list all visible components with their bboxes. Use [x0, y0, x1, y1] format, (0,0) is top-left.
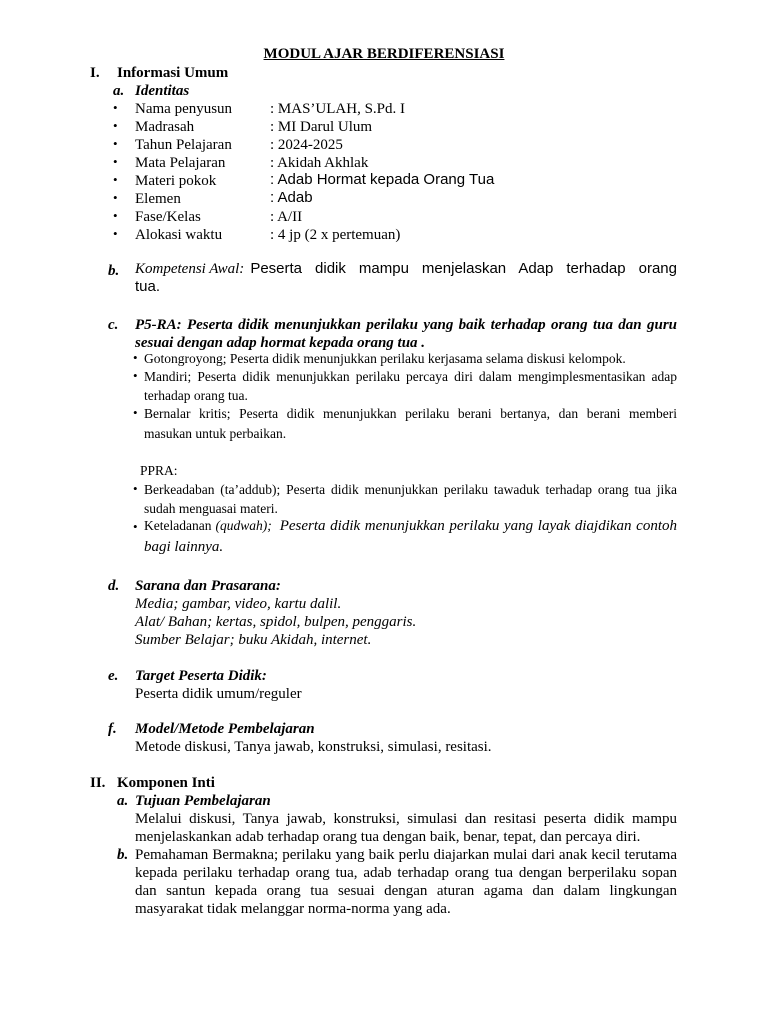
kompetensi-awal-line	[135, 260, 677, 278]
bullet-icon: •	[113, 208, 118, 223]
p5-item: Mandiri; Peserta didik menunjukkan perilaku percaya diri dalam mengimplesmentasikan adap	[144, 369, 677, 384]
page-title: MODUL AJAR BERDIFERENSIASI	[263, 46, 505, 62]
section-2-number: II.	[90, 775, 106, 791]
model-title: Model/Metode Pembelajaran	[135, 721, 315, 737]
bullet-icon: •	[113, 154, 118, 169]
section-1-title: Informasi Umum	[117, 65, 229, 81]
identity-value: : MAS’ULAH, S.Pd. I	[270, 101, 406, 117]
subsection-letter: e.	[108, 668, 119, 684]
identity-label: Mata Pelajaran	[135, 155, 226, 171]
subsection-letter: a.	[117, 793, 129, 809]
ppra-item-prefix: Keteladanan	[144, 518, 212, 533]
subsection-letter: a.	[113, 83, 125, 99]
ppra-label: PPRA:	[140, 463, 178, 478]
pemahaman-text: Pemahaman Bermakna; perilaku yang baik perlu diajarkan mulai dari anak kecil terutama kepada perilaku terhadap orang tua, adab terhadap orang tua dengan berperilaku sopan dan santun kepada orang tua sesuai dengan aturan agama dan dalam lingkungan masyarakat tidak melanggar norma-norma yang ada.	[135, 847, 677, 917]
target-title: Target Peserta Didik:	[135, 668, 267, 684]
model-text: Metode diskusi, Tanya jawab, konstruksi, simulasi, resitasi.	[135, 739, 492, 755]
bullet-icon: •	[133, 481, 138, 496]
identity-label: Nama penyusun	[135, 101, 233, 117]
p5ra-heading-cont: sesuai dengan adap hormat kepada orang tua .	[135, 335, 426, 351]
identity-label: Elemen	[135, 191, 181, 207]
kompetensi-awal-label: Kompetensi Awal:	[135, 261, 245, 277]
bullet-icon: •	[133, 405, 138, 420]
bullet-icon: •	[113, 100, 118, 115]
identity-value: : 2024-2025	[270, 137, 343, 153]
subsection-letter: d.	[108, 578, 120, 594]
bullet-icon: •	[113, 190, 118, 205]
p5-item: Bernalar kritis; Peserta didik menunjukkan perilaku berani bertanya, dan berani memberi	[144, 406, 677, 421]
bullet-icon: •	[133, 519, 138, 534]
identitas-title: Identitas	[135, 83, 190, 99]
kompetensi-awal-text-cont: tua.	[135, 278, 161, 295]
identity-label: Alokasi waktu	[135, 227, 223, 243]
p5ra-heading: P5-RA: Peserta didik menunjukkan perilaku yang baik terhadap orang tua dan guru	[135, 317, 677, 333]
sarana-line: Media; gambar, video, kartu dalil.	[135, 596, 342, 612]
identity-label: Fase/Kelas	[135, 209, 201, 225]
ppra-item-cont: sudah menguasai materi.	[144, 501, 278, 516]
identity-value: : A/II	[270, 209, 303, 225]
p5-item-cont: terhadap orang tua.	[144, 388, 248, 403]
ppra-item-paren: (qudwah);	[215, 518, 272, 533]
bullet-icon: •	[113, 118, 118, 133]
ppra-item-text: Peserta didik menunjukkan perilaku yang layak diajdikan contoh	[279, 518, 677, 534]
ppra-item: Berkeadaban (ta’addub); Peserta didik menunjukkan perilaku tawaduk terhadap orang tua jika	[144, 482, 677, 497]
subsection-letter: b.	[108, 263, 120, 279]
bullet-icon: •	[113, 226, 118, 241]
tujuan-text: Melalui diskusi, Tanya jawab, konstruksi, simulasi dan resitasi peserta didik mampu menjelaskankan adab terhadap orang tua dengan baik, benar, tepat, dan percaya diri.	[135, 811, 677, 845]
kompetensi-awal-text: Peserta didik mampu menjelaskan Adap terhadap orang	[250, 260, 677, 277]
sarana-line: Alat/ Bahan; kertas, spidol, bulpen, penggaris.	[135, 614, 417, 630]
identity-label: Tahun Pelajaran	[135, 137, 232, 153]
bullet-icon: •	[133, 368, 138, 383]
bullet-icon: •	[133, 350, 138, 365]
bullet-icon: •	[113, 172, 118, 187]
p5-item: Gotongroyong; Peserta didik menunjukkan perilaku kerjasama selama diskusi kelompok.	[144, 351, 626, 366]
identity-value: : Akidah Akhlak	[270, 155, 369, 171]
section-2-title: Komponen Inti	[117, 775, 215, 791]
identity-label: Madrasah	[135, 119, 195, 135]
identity-value: : MI Darul Ulum	[270, 119, 373, 135]
bullet-icon: •	[113, 136, 118, 151]
sarana-title: Sarana dan Prasarana:	[135, 578, 281, 594]
identity-value: : 4 jp (2 x pertemuan)	[270, 227, 401, 243]
ppra-item-cont: bagi lainnya.	[144, 539, 224, 555]
subsection-letter: c.	[108, 317, 119, 333]
identity-label: Materi pokok	[135, 173, 217, 189]
p5-item-cont: masukan untuk perbaikan.	[144, 426, 287, 441]
identity-value: : Adab	[270, 189, 313, 206]
ppra-item	[144, 517, 677, 535]
subsection-letter: f.	[108, 721, 117, 737]
section-1-number: I.	[90, 65, 100, 81]
target-text: Peserta didik umum/reguler	[135, 686, 302, 702]
identity-value: : Adab Hormat kepada Orang Tua	[270, 171, 495, 188]
tujuan-title: Tujuan Pembelajaran	[135, 793, 271, 809]
sarana-line: Sumber Belajar; buku Akidah, internet.	[135, 632, 372, 648]
subsection-letter: b.	[117, 847, 129, 863]
